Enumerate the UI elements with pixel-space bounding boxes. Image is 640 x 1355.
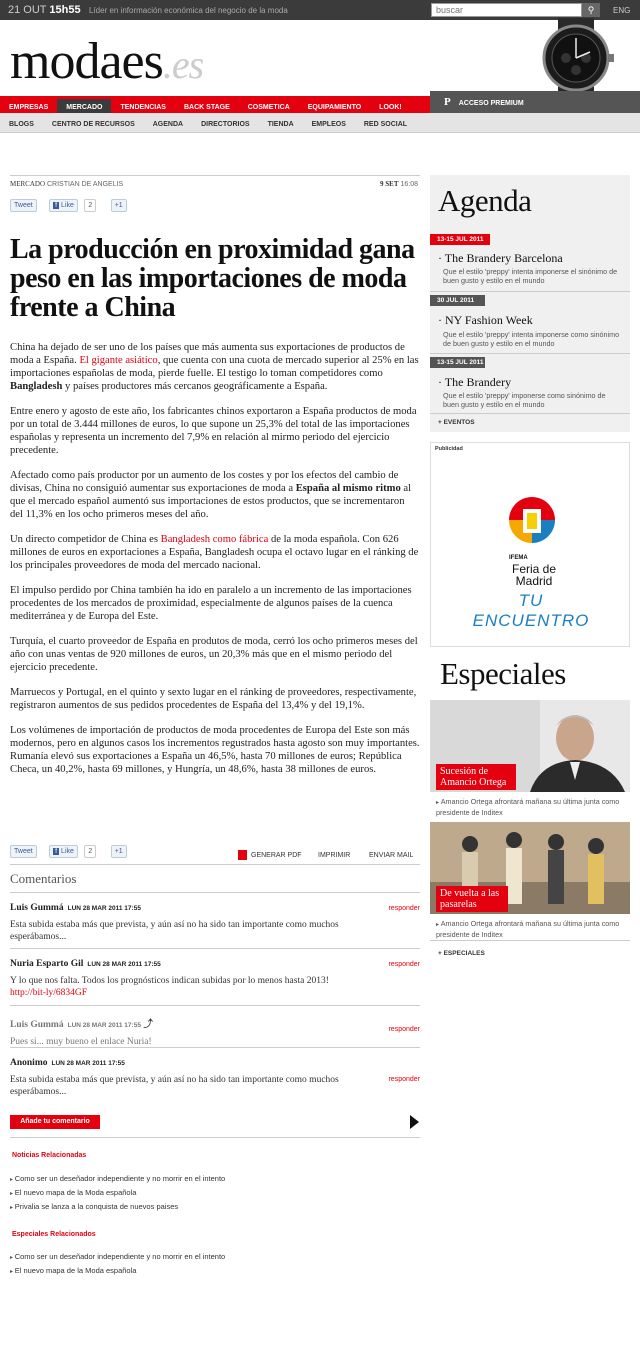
- top-bar: [0, 0, 640, 20]
- paragraph: Los volúmenes de importación de productos de moda procedentes de Europa del Este son más modernos, pero en algunos casos los incrementos regustrados hasta agosto son muy importantes. Rumanía elevó sus exportaciones a España un 46,5%, hasta 70 millones de euros; República Checa, un 40,2%, hasta 69 millones, y Hungría, un 48,6%, hasta 38 millones de euros.: [10, 725, 420, 775]
- main-nav-item[interactable]: MERCADO: [57, 99, 111, 116]
- article-time: 16:08: [400, 181, 418, 188]
- comment-date: LUN 28 MAR 2011 17:55: [87, 961, 161, 968]
- ad-brand: IFEMA: [509, 555, 528, 561]
- search-input[interactable]: [431, 3, 582, 17]
- more-specials-link[interactable]: + ESPECIALES: [438, 950, 485, 957]
- comments-heading: Comentarios: [10, 871, 77, 886]
- comment-author: Nuria Esparto Gil: [10, 959, 84, 969]
- article-title: La producción en proximidad gana peso en las importaciones de moda frente a China: [10, 234, 415, 323]
- ad-slogan: TU ENCUENTRO: [472, 591, 590, 630]
- print-button[interactable]: IMPRIMIR: [318, 852, 351, 859]
- ifema-logo-icon: [507, 495, 557, 549]
- facebook-icon: f: [55, 202, 58, 209]
- article-body: [10, 341, 420, 776]
- main-nav-item[interactable]: EQUIPAMIENTO: [307, 104, 362, 111]
- pdf-icon: [238, 850, 247, 860]
- sub-nav-item[interactable]: EMPLEOS: [311, 121, 346, 128]
- sub-nav: [0, 113, 640, 133]
- divider: [430, 413, 630, 414]
- more-events-link[interactable]: + EVENTOS: [438, 419, 475, 426]
- like-count: 2: [84, 199, 96, 212]
- special-caption: Sucesión de Amancio Ortega: [436, 764, 516, 790]
- main-nav-item[interactable]: TENDENCIAS: [120, 104, 166, 111]
- paragraph: Turquía, el cuarto proveedor de España en produtos de moda, cerró los ocho primeros meses del año con unas ventas de 920 millones de euros, un 20,3% más que en el mismo periodo del ejercicio precedente.: [10, 636, 418, 673]
- main-nav-item[interactable]: LOOK!: [379, 104, 402, 111]
- comment-text: Esta subida estaba más que prevista, y aún así no ha sido tan importante como muchos esperábamos...: [10, 920, 339, 942]
- search-button[interactable]: [582, 3, 600, 17]
- paragraph: Afectado como país productor por un aumento de los costes y por los efectos del cambio de divisas, China no consiguió aumentar sus exportaciones de moda a España al mismo ritmo al que el mercado español aumentó sus importaciones de estos productos, que se incrementaron del 11,3% en los ocho primeros meses del año.: [10, 470, 412, 520]
- related-news-item[interactable]: ▸ Privalia se lanza a la conquista de nuevos paises: [10, 1202, 178, 1211]
- reply-link[interactable]: responder: [388, 961, 420, 968]
- reply-link[interactable]: responder: [388, 1026, 420, 1033]
- main-nav-item[interactable]: BACK STAGE: [183, 104, 230, 111]
- google-plus-button[interactable]: +1: [111, 845, 127, 858]
- facebook-icon: f: [55, 848, 58, 855]
- paragraph: Un directo competidor de China es Bangladesh como fábrica de la moda española. Con 626 millones de euros en exportaciones a España, Bangladesh ocupa el octavo lugar en el ránking de los principales proveedores de moda del mercado nacional.: [10, 534, 419, 571]
- premium-access-button[interactable]: P ACCESO PREMIUM: [430, 91, 640, 113]
- article-meta: [10, 175, 420, 189]
- add-comment-button[interactable]: Añade tu comentario: [10, 1115, 100, 1129]
- specials-heading: Especiales: [440, 656, 566, 691]
- special-desc: ▸ Amancio Ortega afrontará mañana su última junta como presidente de Inditex: [430, 797, 630, 817]
- agenda-widget: [430, 175, 630, 432]
- ad-label: Publicidad: [435, 446, 463, 452]
- sub-nav-item[interactable]: DIRECTORIOS: [201, 121, 250, 128]
- related-special-item[interactable]: ▸ Como ser un deseñador independiente y no morrir en el intento: [10, 1252, 225, 1261]
- article-tools: [10, 845, 420, 865]
- social-share-bottom: [10, 845, 135, 865]
- sub-nav-item[interactable]: TIENDA: [267, 121, 294, 128]
- inline-link[interactable]: Bangladesh como fábrica: [160, 534, 269, 545]
- article-author[interactable]: CRISTIAN DE ANGELIS: [46, 181, 124, 188]
- language-switch[interactable]: ENG: [613, 6, 631, 15]
- site-tagline: Líder en información económica del negocio de la moda: [89, 6, 288, 15]
- like-count: 2: [84, 845, 96, 858]
- divider: [430, 291, 630, 292]
- reply-arrow-icon: ⤴: [143, 1020, 153, 1030]
- comment: [10, 1047, 420, 1098]
- premium-icon: P: [444, 96, 451, 108]
- comment-date: LUN 28 MAR 2011 17:55: [67, 905, 141, 912]
- inline-link[interactable]: El gigante asiático: [79, 355, 158, 366]
- special-desc: ▸ Amancio Ortega afrontará mañana su última junta como presidente de Inditex: [430, 919, 630, 939]
- divider: [10, 1137, 420, 1138]
- facebook-like-button[interactable]: f Like: [49, 845, 78, 858]
- related-specials-heading: Especiales Relacionados: [12, 1231, 96, 1238]
- event-date: 13-15 JUL 2011: [430, 357, 485, 368]
- paragraph: El impulso perdido por China también ha ido en paralelo a un incremento de las importaciones procedentes de los mercados de proximidad, especialmente de algunos países de la cuenca mediterránea y de Europa del Este.: [10, 585, 412, 622]
- site-logo[interactable]: modaes.es: [10, 33, 204, 90]
- tweet-button[interactable]: Tweet: [10, 845, 37, 858]
- event-desc: Que el estilo 'preppy' intenta imponerse el sinónimo de buen gusto y estilo en el mundo: [443, 267, 618, 285]
- special-image[interactable]: [430, 700, 630, 792]
- social-share-top: [10, 199, 420, 219]
- sub-nav-item[interactable]: AGENDA: [152, 121, 184, 128]
- special-caption: De vuelta a las pasarelas: [436, 886, 508, 912]
- special-image[interactable]: [430, 822, 630, 914]
- event-desc: Que el estilo 'preppy' intenta imponerse como sinónimo de buen gusto y estilo en el mundo: [443, 330, 620, 348]
- agenda-heading: Agenda: [438, 183, 532, 218]
- main-nav-item[interactable]: EMPRESAS: [9, 104, 49, 111]
- comment: [10, 892, 420, 943]
- related-news-heading: Noticias Relacionadas: [12, 1152, 87, 1159]
- related-news-item[interactable]: ▸ El nuevo mapa de la Moda española: [10, 1188, 136, 1197]
- pdf-button[interactable]: GENERAR PDF: [238, 850, 302, 860]
- comment-text: Esta subida estaba más que prevista, y aún así no ha sido tan importante como muchos esperábamos...: [10, 1075, 339, 1097]
- related-news-item[interactable]: ▸ Como ser un deseñador independiente y no morrir en el intento: [10, 1174, 225, 1183]
- main-nav: [0, 96, 430, 113]
- event-date: 13-15 JUL 2011: [430, 234, 490, 245]
- ad-title: Feria de Madrid: [511, 562, 557, 588]
- event-date: 30 JUL 2011: [430, 295, 485, 306]
- event-title[interactable]: · The Brandery: [438, 375, 512, 389]
- paragraph: China ha dejado de ser uno de los países que más aumenta sus exportaciones de productos de moda a España. El gigante asiático, que cuenta con una cuota de mercado superior al 25% en las importaciones españolas de moda, pierde fuelle. El testigo lo toman competidores como Bangladesh y países productores más cercanos geográficamente a España.: [10, 342, 419, 392]
- facebook-like-button[interactable]: f Like: [49, 199, 78, 212]
- comment-text: Pues si... muy bueno el enlace Nuria!: [10, 1037, 152, 1047]
- comment-author: Luis Gummá: [10, 1020, 64, 1030]
- watch-ad-image[interactable]: [528, 18, 624, 98]
- divider: [430, 353, 630, 354]
- sub-nav-item[interactable]: BLOGS: [9, 121, 34, 128]
- reply-link[interactable]: responder: [388, 1076, 420, 1083]
- main-nav-item[interactable]: COSMETICA: [247, 104, 290, 111]
- comment-author: Anonimo: [10, 1058, 48, 1068]
- paragraph: Entre enero y agosto de este año, los fabricantes chinos exportaron a España productos de moda por un total de 3.444 millones de euros, lo que supone un 25,3% del total de las importaciones españolas y representa un incremento del 7,9% en relación al mirmo periodo del ejercicio precedente.: [10, 406, 417, 456]
- article: [10, 175, 420, 788]
- event-title[interactable]: · The Brandery Barcelona: [438, 251, 563, 265]
- comment-text: Y lo que nos falta. Todos los prognósticos indican subidas por lo menos hasta 2013! http://bit-ly/6834GF: [10, 976, 329, 998]
- ifema-ad[interactable]: [430, 442, 630, 647]
- search-icon: ⚲: [587, 5, 595, 15]
- comment: [10, 948, 420, 999]
- divider: [430, 940, 630, 941]
- play-arrow-icon[interactable]: [410, 1115, 419, 1129]
- current-date: 21 OUT 15h55: [8, 4, 81, 16]
- comment-date: LUN 28 MAR 2011 17:55: [51, 1060, 125, 1067]
- comment-date: LUN 28 MAR 2011 17:55: [67, 1022, 141, 1029]
- paragraph: Marruecos y Portugal, en el quinto y sexto lugar en el ránking de proveedores, respectivamente, registraron aumentos de sus pedidos procedentes de España del 13,4% y del 19,1%.: [10, 687, 417, 711]
- article-date: 9 SET: [380, 180, 399, 188]
- sub-nav-item[interactable]: RED SOCIAL: [363, 121, 408, 128]
- comment-author: Luis Gummá: [10, 903, 64, 913]
- event-desc: Que el estilo 'preppy' imponerse como sinónimo de buen gusto y estilo en el mundo: [443, 391, 606, 409]
- email-button[interactable]: ENVIAR MAIL: [369, 852, 414, 859]
- event-title[interactable]: · NY Fashion Week: [438, 313, 533, 327]
- comment-reply: [10, 1005, 420, 1048]
- tweet-button[interactable]: Tweet: [10, 199, 37, 212]
- comment-link[interactable]: http://bit-ly/6834GF: [10, 988, 88, 998]
- google-plus-button[interactable]: +1: [111, 199, 127, 212]
- related-special-item[interactable]: ▸ El nuevo mapa de la Moda española: [10, 1266, 136, 1275]
- article-section[interactable]: MERCADO: [10, 180, 46, 188]
- sub-nav-item[interactable]: CENTRO DE RECURSOS: [51, 121, 135, 128]
- reply-link[interactable]: responder: [388, 905, 420, 912]
